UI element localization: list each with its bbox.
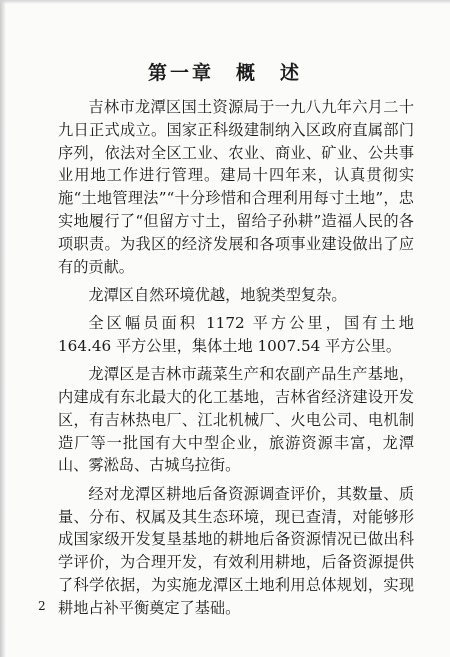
- paragraph-environment: 龙潭区自然环境优越，地貌类型复杂。: [88, 285, 347, 304]
- chapter-title: 第一章 概 述: [147, 62, 302, 84]
- scan-shadow-top: [0, 0, 450, 4]
- paragraph-industry: 龙潭区是吉林市蔬菜生产和农副产品生产基地，内建成有东北最大的化工基地，吉林省经济建设开发区，有吉林热电厂、江北机械厂、火电公司、电机制造厂等一批国有大中型企业，旅游资源丰富，龙潭山、雾淞岛、古城乌拉街。: [58, 365, 414, 475]
- body-text: [58, 96, 414, 625]
- paragraph-bureau-history: 吉林市龙潭区国土资源局于一九八九年六月二十九日正式成立。国家正科级建制纳入区政府直属部门序列，依法对全区工业、农业、商业、矿业、公共事业用地工作进行管理。建局十四年来，认真贯彻实施“土地管理法”“十分珍惜和合理利用每寸土地”，忠实地履行了“但留方寸土，留给子孙耕”造福人民的各项职责。为我区的经济发展和各项事业建设做出了应有的贡献。: [58, 98, 414, 276]
- paragraph-land-area: 全区幅员面积 1172 平方公里，国有土地 164.46 平方公里，集体土地 1007.54 平方公里。: [58, 314, 414, 355]
- paragraph-reserve-resources: 经对龙潭区耕地后备资源调查评价，其数量、质量、分布、权属及其生态环境，现已查清，对能够形成国家级开发复垦基地的耕地后备资源情况已做出科学评价，为合理开发，有效利用耕地，后备资源提供了科学依据，为实施龙潭区土地利用总体规划，实现耕地占补平衡奠定了基础。: [58, 484, 414, 617]
- page-number: 2: [38, 599, 46, 613]
- scan-shadow-left: [0, 0, 6, 657]
